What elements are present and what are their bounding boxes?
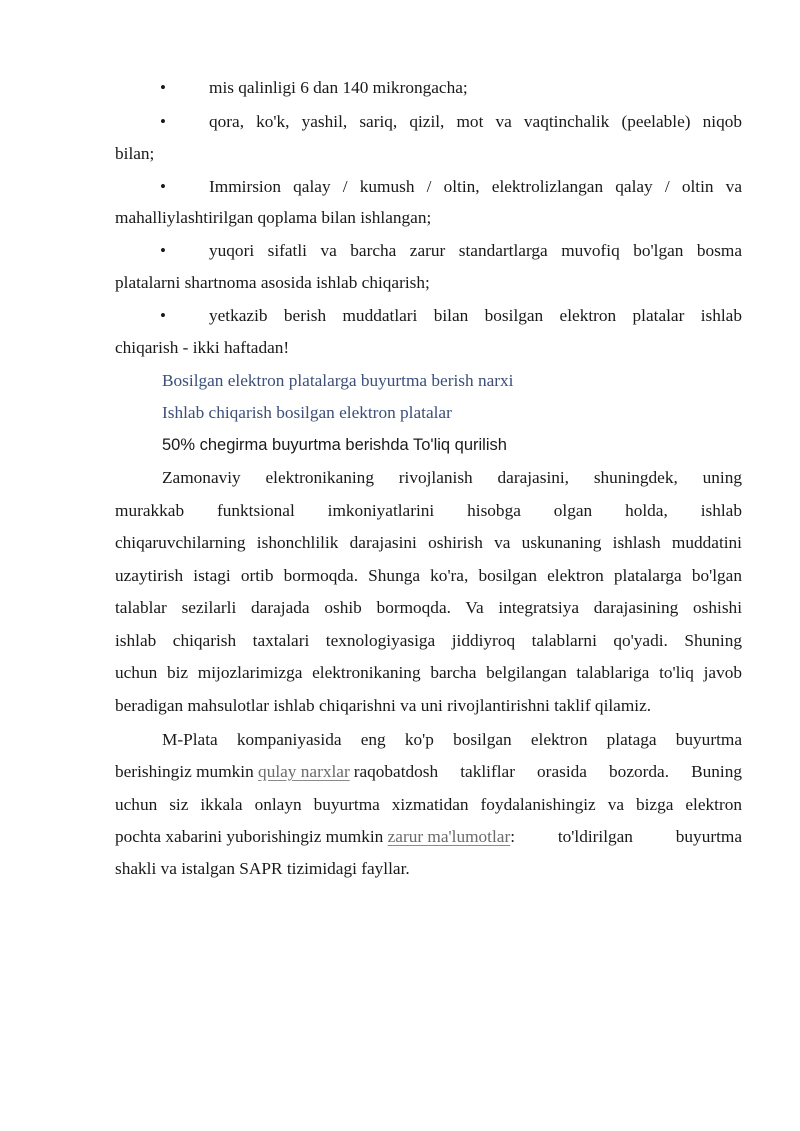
text-segment: pochta xabarini yuborishingiz mumkin	[115, 827, 388, 846]
paragraph-1-line: chiqaruvchilarning ishonchlilik darajasini oshirish va uskunaning ishlash muddatini	[115, 533, 742, 552]
paragraph-2-line: uchun siz ikkala onlayn buyurtma xizmatidan foydalanishingiz va bizga elektron	[115, 795, 742, 814]
paragraph-1-line: talablar sezilarli darajada oshib bormoqda. Va integratsiya darajasining oshishi	[115, 598, 742, 617]
bullet-item-2-cont: bilan;	[115, 144, 155, 163]
text-segment	[115, 827, 510, 847]
bullet-item-4-cont: platalarni shartnoma asosida ishlab chiqarish;	[115, 273, 430, 292]
bullet-marker: •	[160, 177, 166, 196]
bullet-marker: •	[160, 241, 166, 260]
text-segment	[115, 762, 350, 782]
bullet-item-5: yetkazib berish muddatlari bilan bosilgan elektron platalar ishlab	[209, 306, 742, 325]
link-good-prices[interactable]: qulay narxlar	[258, 762, 350, 781]
link-required-info[interactable]: zarur ma'lumotlar	[387, 827, 511, 846]
promo-line: 50% chegirma buyurtma berishda To'liq qurilish	[162, 436, 507, 454]
bullet-marker: •	[160, 112, 166, 131]
paragraph-2-line	[115, 827, 742, 847]
paragraph-1-line: murakkab funktsional imkoniyatlarini hisobga olgan holda, ishlab	[115, 501, 742, 520]
paragraph-2-line: shakli va istalgan SAPR tizimidagi fayllar.	[115, 859, 410, 878]
paragraph-1-line: uchun biz mijozlarimizga elektronikaning barcha belgilangan talablariga to'liq javob	[115, 663, 742, 682]
bullet-item-5-cont: chiqarish - ikki haftadan!	[115, 338, 290, 357]
section-heading-production[interactable]: Ishlab chiqarish bosilgan elektron platalar	[162, 403, 452, 422]
paragraph-1-line: beradigan mahsulotlar ishlab chiqarishni va uni rivojlantirishni taklif qilamiz.	[115, 696, 652, 715]
bullet-item-2: qora, ko'k, yashil, sariq, qizil, mot va vaqtinchalik (peelable) niqob	[209, 112, 742, 131]
bullet-item-3: Immirsion qalay / kumush / oltin, elektrolizlangan qalay / oltin va	[209, 177, 742, 196]
paragraph-1-line: Zamonaviy elektronikaning rivojlanish darajasini, shuningdek, uning	[162, 468, 742, 487]
text-segment: berishingiz mumkin	[115, 762, 259, 781]
bullet-marker: •	[160, 78, 166, 97]
section-heading-price[interactable]: Bosilgan elektron platalarga buyurtma berish narxi	[162, 371, 514, 390]
paragraph-1-line: ishlab chiqarish taxtalari texnologiyasiga jiddiyroq talablarni qo'yadi. Shuning	[115, 631, 742, 650]
bullet-item-1: mis qalinligi 6 dan 140 mikrongacha;	[209, 78, 468, 97]
text-segment: : to'ldirilgan buyurtma	[510, 827, 742, 846]
paragraph-2-line	[115, 762, 742, 782]
bullet-item-4: yuqori sifatli va barcha zarur standartlarga muvofiq bo'lgan bosma	[209, 241, 742, 260]
bullet-item-3-cont: mahalliylashtirilgan qoplama bilan ishlangan;	[115, 208, 432, 227]
paragraph-2-line: M-Plata kompaniyasida eng ko'p bosilgan elektron plataga buyurtma	[162, 730, 742, 749]
text-segment: raqobatdosh takliflar orasida bozorda. Buning	[353, 762, 742, 781]
paragraph-1-line: uzaytirish istagi ortib bormoqda. Shunga ko'ra, bosilgan elektron platalarga bo'lgan	[115, 566, 742, 585]
bullet-marker: •	[160, 306, 166, 325]
